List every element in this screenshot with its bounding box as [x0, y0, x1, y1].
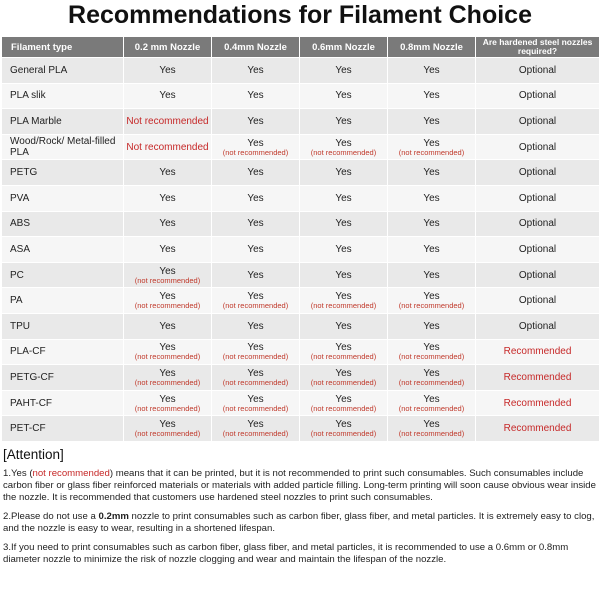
compatibility-value: Yes — [335, 393, 352, 405]
compatibility-value: Yes — [423, 137, 440, 149]
nozzle-cell-c02 — [124, 134, 212, 160]
compatibility-value: Yes — [423, 115, 440, 127]
not-recommended-note: (not recommended) — [398, 429, 465, 439]
not-recommended-note: (not recommended) — [222, 377, 289, 387]
compatibility-value: Yes — [247, 90, 264, 102]
filament-name: TPU — [2, 313, 124, 339]
not-recommended-note: (not recommended) — [310, 301, 377, 311]
compatibility-value: Yes — [247, 218, 264, 230]
hardened-steel-value: Optional — [476, 185, 600, 211]
nozzle-cell-c04 — [212, 211, 300, 237]
nozzle-cell-c02 — [124, 83, 212, 109]
hardened-steel-value: Recommended — [476, 416, 600, 442]
compatibility-value: Yes — [159, 218, 176, 230]
compatibility-value: Yes — [335, 269, 352, 281]
compatibility-value: Yes — [335, 167, 352, 179]
nozzle-cell-c04 — [212, 58, 300, 84]
header-nozzle-08: 0.8mm Nozzle — [388, 37, 476, 58]
compatibility-value: Yes — [247, 419, 264, 431]
compatibility-value: Yes — [247, 167, 264, 179]
nozzle-cell-c08 — [388, 365, 476, 391]
not-recommended-note: (not recommended) — [310, 429, 377, 439]
nozzle-cell-c06 — [300, 262, 388, 288]
compatibility-value: Yes — [335, 218, 352, 230]
attention-note-1 — [3, 468, 597, 504]
attention-section — [3, 447, 597, 573]
compatibility-value: Yes — [335, 320, 352, 332]
compatibility-value: Yes — [335, 90, 352, 102]
compatibility-value: Yes — [159, 64, 176, 76]
compatibility-value: Yes — [423, 243, 440, 255]
nozzle-cell-c08 — [388, 160, 476, 186]
nozzle-cell-c02 — [124, 211, 212, 237]
nozzle-cell-c04 — [212, 134, 300, 160]
compatibility-value: Yes — [247, 64, 264, 76]
note2-bold: 0.2mm — [98, 511, 129, 522]
not-recommended-note: (not recommended) — [222, 147, 289, 157]
page-title: Recommendations for Filament Choice — [68, 1, 532, 29]
compatibility-value: Yes — [159, 90, 176, 102]
nozzle-cell-c04 — [212, 390, 300, 416]
nozzle-cell-c06 — [300, 313, 388, 339]
compatibility-value: Yes — [247, 320, 264, 332]
table-row — [2, 365, 600, 391]
compatibility-value: Yes — [335, 243, 352, 255]
nozzle-cell-c08 — [388, 237, 476, 263]
hardened-steel-value: Recommended — [476, 339, 600, 365]
compatibility-value: Yes — [335, 367, 352, 379]
compatibility-value: Yes — [335, 137, 352, 149]
compatibility-value: Yes — [423, 269, 440, 281]
not-recommended-note: (not recommended) — [398, 377, 465, 387]
filament-name: PLA Marble — [2, 109, 124, 135]
filament-name: PC — [2, 262, 124, 288]
nozzle-cell-c02 — [124, 313, 212, 339]
nozzle-cell-c04 — [212, 109, 300, 135]
nozzle-cell-c06 — [300, 365, 388, 391]
nozzle-cell-c08 — [388, 390, 476, 416]
attention-note-3: 3.If you need to print consumables such as carbon fiber, glass fiber, and metal particles, it is recommended to use a 0.6mm or 0.8mm diameter nozzle to minimize the risk of nozzle clogging and wear and maintain the lifespan of the nozzle. — [3, 542, 569, 565]
nozzle-cell-c04 — [212, 339, 300, 365]
table-row — [2, 83, 600, 109]
filament-name: PETG-CF — [2, 365, 124, 391]
not-recommended-note: (not recommended) — [134, 403, 201, 413]
nozzle-cell-c06 — [300, 58, 388, 84]
nozzle-cell-c04 — [212, 365, 300, 391]
compatibility-value: Yes — [159, 243, 176, 255]
note1-text: ) means that it can be printed, but it is not recommended to print such consumables. Such consumables include carbon fiber or glass fiber reinforced materials or materials with added particle filling. Long-term printing will soon cause obvious wear inside the nozzle. It is recommended that customers use hardened steel nozzles to print such consumables. — [3, 468, 596, 503]
table-row — [2, 58, 600, 84]
note2-text: nozzle to print consumables such as carbon fiber, glass fiber, and metal particles. It is extremely easy to clog, and the nozzle is easy to wear, resulting in a shortened lifespan. — [3, 511, 595, 534]
not-recommended-note: (not recommended) — [398, 352, 465, 362]
nozzle-cell-c08 — [388, 339, 476, 365]
compatibility-value: Yes — [423, 342, 440, 354]
attention-note-2 — [3, 511, 597, 535]
compatibility-value: Yes — [247, 137, 264, 149]
table-row — [2, 237, 600, 263]
nozzle-cell-c04 — [212, 262, 300, 288]
filament-name: Wood/Rock/ Metal-filled PLA — [2, 134, 124, 160]
compatibility-value: Yes — [423, 64, 440, 76]
table-row — [2, 390, 600, 416]
nozzle-cell-c02 — [124, 109, 212, 135]
not-recommended-note: (not recommended) — [310, 403, 377, 413]
nozzle-cell-c08 — [388, 262, 476, 288]
nozzle-cell-c08 — [388, 134, 476, 160]
nozzle-cell-c02 — [124, 390, 212, 416]
compatibility-value: Yes — [159, 265, 176, 277]
nozzle-cell-c08 — [388, 313, 476, 339]
filament-table — [1, 36, 600, 442]
header-nozzle-02: 0.2 mm Nozzle — [124, 37, 212, 58]
compatibility-value: Yes — [335, 342, 352, 354]
nozzle-cell-c02 — [124, 237, 212, 263]
compatibility-value: Yes — [247, 291, 264, 303]
nozzle-cell-c06 — [300, 83, 388, 109]
table-row — [2, 288, 600, 314]
attention-title: [Attention] — [3, 447, 64, 462]
table-row — [2, 185, 600, 211]
filament-name: ASA — [2, 237, 124, 263]
nozzle-cell-c02 — [124, 339, 212, 365]
not-recommended-note: (not recommended) — [134, 301, 201, 311]
nozzle-cell-c02 — [124, 288, 212, 314]
compatibility-value: Yes — [159, 291, 176, 303]
compatibility-value: Yes — [247, 367, 264, 379]
note2-prefix: 2.Please do not use a — [3, 511, 99, 522]
compatibility-value: Yes — [423, 367, 440, 379]
compatibility-value: Yes — [247, 269, 264, 281]
nozzle-cell-c04 — [212, 83, 300, 109]
nozzle-cell-c04 — [212, 185, 300, 211]
not-recommended-note: (not recommended) — [134, 352, 201, 362]
hardened-steel-value: Recommended — [476, 365, 600, 391]
not-recommended-note: (not recommended) — [398, 403, 465, 413]
table-row — [2, 313, 600, 339]
compatibility-value: Yes — [159, 167, 176, 179]
hardened-steel-value: Optional — [476, 288, 600, 314]
compatibility-value: Yes — [335, 64, 352, 76]
header-nozzle-04: 0.4mm Nozzle — [212, 37, 300, 58]
not-recommended-note: (not recommended) — [134, 429, 201, 439]
nozzle-cell-c06 — [300, 237, 388, 263]
hardened-steel-value: Optional — [476, 134, 600, 160]
not-recommended-note: (not recommended) — [222, 301, 289, 311]
not-recommended-note: (not recommended) — [134, 275, 201, 285]
compatibility-value: Yes — [423, 320, 440, 332]
nozzle-cell-c02 — [124, 185, 212, 211]
nozzle-cell-c04 — [212, 160, 300, 186]
nozzle-cell-c04 — [212, 313, 300, 339]
table-row — [2, 134, 600, 160]
nozzle-cell-c08 — [388, 185, 476, 211]
filament-name: PETG — [2, 160, 124, 186]
nozzle-cell-c08 — [388, 58, 476, 84]
nozzle-cell-c06 — [300, 134, 388, 160]
not-recommended-note: (not recommended) — [222, 352, 289, 362]
table-row — [2, 339, 600, 365]
table-row — [2, 109, 600, 135]
nozzle-cell-c02 — [124, 58, 212, 84]
compatibility-value: Yes — [247, 342, 264, 354]
filament-name: PLA-CF — [2, 339, 124, 365]
not-recommended-note: (not recommended) — [398, 301, 465, 311]
not-recommended-note: (not recommended) — [222, 403, 289, 413]
nozzle-cell-c06 — [300, 416, 388, 442]
nozzle-cell-c08 — [388, 109, 476, 135]
hardened-steel-value: Optional — [476, 237, 600, 263]
hardened-steel-value: Recommended — [476, 390, 600, 416]
nozzle-cell-c08 — [388, 288, 476, 314]
compatibility-value: Yes — [247, 393, 264, 405]
note1-highlight: not recommended — [32, 468, 110, 479]
compatibility-value: Yes — [335, 291, 352, 303]
filament-name: PA — [2, 288, 124, 314]
compatibility-value: Yes — [159, 367, 176, 379]
compatibility-value: Yes — [423, 90, 440, 102]
compatibility-value: Yes — [159, 419, 176, 431]
nozzle-cell-c08 — [388, 83, 476, 109]
table-row — [2, 160, 600, 186]
nozzle-cell-c06 — [300, 160, 388, 186]
filament-name: General PLA — [2, 58, 124, 84]
filament-name: PAHT-CF — [2, 390, 124, 416]
nozzle-cell-c06 — [300, 390, 388, 416]
table-body — [2, 58, 600, 442]
compatibility-value: Yes — [335, 192, 352, 204]
nozzle-cell-c08 — [388, 211, 476, 237]
header-hardened-steel: Are hardened steel nozzles required? — [476, 37, 600, 58]
nozzle-cell-c04 — [212, 237, 300, 263]
compatibility-value: Yes — [247, 192, 264, 204]
compatibility-value: Yes — [159, 192, 176, 204]
compatibility-value: Yes — [335, 115, 352, 127]
not-recommended-note: (not recommended) — [134, 377, 201, 387]
nozzle-cell-c02 — [124, 262, 212, 288]
compatibility-value: Yes — [247, 115, 264, 127]
nozzle-cell-c06 — [300, 109, 388, 135]
note1-prefix: 1.Yes ( — [3, 468, 33, 479]
nozzle-cell-c04 — [212, 416, 300, 442]
not-recommended-note: (not recommended) — [310, 377, 377, 387]
hardened-steel-value: Optional — [476, 211, 600, 237]
hardened-steel-value: Optional — [476, 313, 600, 339]
not-recommended-note: (not recommended) — [398, 147, 465, 157]
hardened-steel-value: Optional — [476, 109, 600, 135]
nozzle-cell-c06 — [300, 339, 388, 365]
not-recommended-note: (not recommended) — [310, 352, 377, 362]
table-header-row — [2, 37, 600, 58]
compatibility-value: Yes — [423, 192, 440, 204]
hardened-steel-value: Optional — [476, 262, 600, 288]
compatibility-value: Yes — [159, 393, 176, 405]
nozzle-cell-c04 — [212, 288, 300, 314]
compatibility-value: Yes — [423, 393, 440, 405]
compatibility-value: Yes — [335, 419, 352, 431]
filament-name: ABS — [2, 211, 124, 237]
hardened-steel-value: Optional — [476, 58, 600, 84]
table-row — [2, 416, 600, 442]
header-filament-type: Filament type — [2, 37, 124, 58]
compatibility-value: Yes — [423, 419, 440, 431]
table-row — [2, 211, 600, 237]
compatibility-value: Yes — [423, 167, 440, 179]
nozzle-cell-c06 — [300, 288, 388, 314]
filament-name: PET-CF — [2, 416, 124, 442]
compatibility-value: Yes — [423, 218, 440, 230]
nozzle-cell-c06 — [300, 185, 388, 211]
compatibility-value: Not recommended — [126, 115, 209, 127]
table-row — [2, 262, 600, 288]
compatibility-value: Not recommended — [126, 141, 209, 153]
hardened-steel-value: Optional — [476, 160, 600, 186]
hardened-steel-value: Optional — [476, 83, 600, 109]
filament-name: PLA slik — [2, 83, 124, 109]
compatibility-value: Yes — [423, 291, 440, 303]
nozzle-cell-c06 — [300, 211, 388, 237]
nozzle-cell-c08 — [388, 416, 476, 442]
not-recommended-note: (not recommended) — [310, 147, 377, 157]
not-recommended-note: (not recommended) — [222, 429, 289, 439]
filament-name: PVA — [2, 185, 124, 211]
compatibility-value: Yes — [159, 320, 176, 332]
header-nozzle-06: 0.6mm Nozzle — [300, 37, 388, 58]
nozzle-cell-c02 — [124, 160, 212, 186]
nozzle-cell-c02 — [124, 365, 212, 391]
nozzle-cell-c02 — [124, 416, 212, 442]
compatibility-value: Yes — [159, 342, 176, 354]
compatibility-value: Yes — [247, 243, 264, 255]
